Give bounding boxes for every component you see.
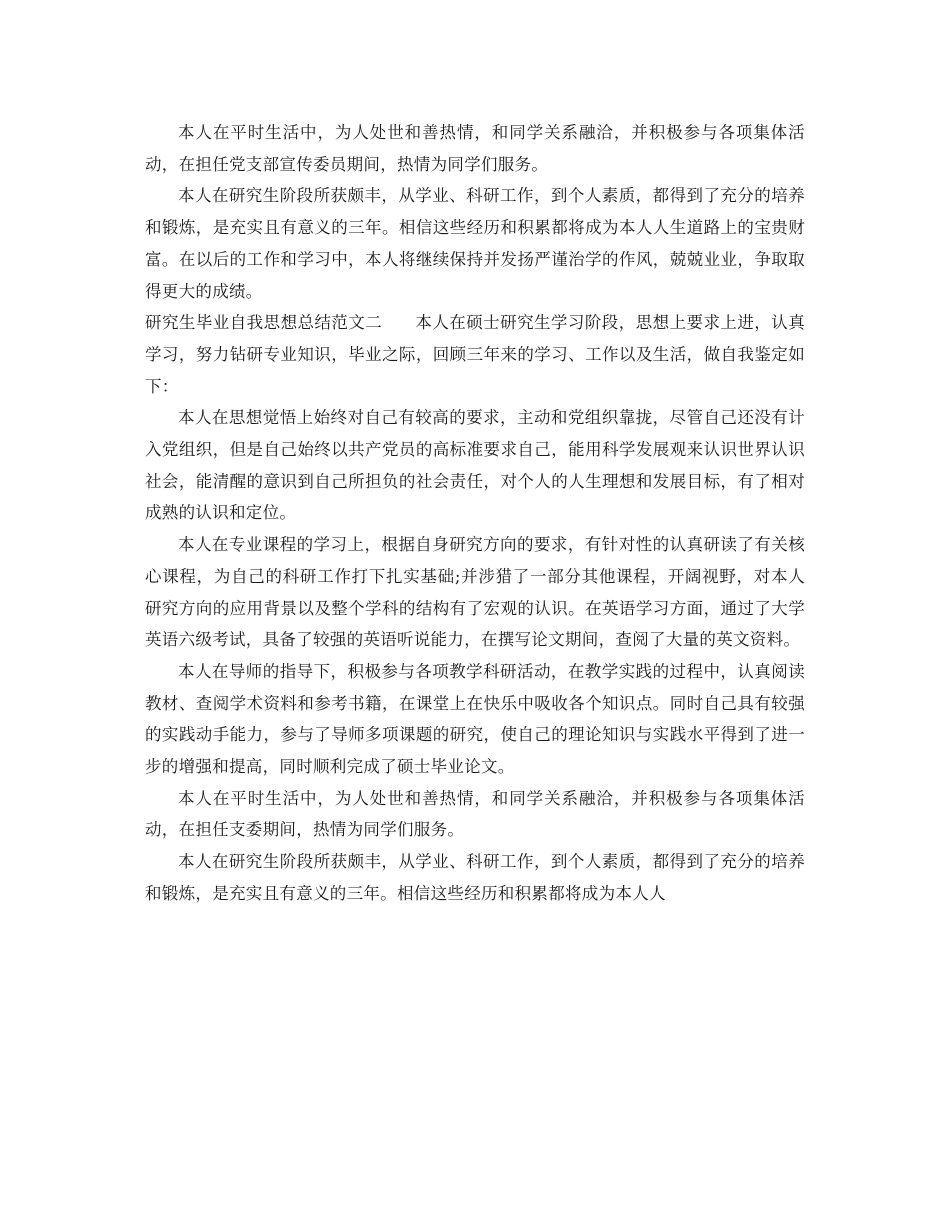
section-intro: 本人在硕士研究生学习阶段，思想上要求上进，认真学习，努力钻研专业知识，毕业之际，回顾三年来的学习、工作以及生活，做自我鉴定如下： [145, 313, 806, 396]
paragraph-coursework: 本人在专业课程的学习上，根据自身研究方向的要求，有针对性的认真研读了有关核心课程，为自己的科研工作打下扎实基础;并涉猎了一部分其他课程，开阔视野，对本人研究方向的应用背景以及整个学科的结构有了宏观的认识。在英语学习方面，通过了大学英语六级考试，具备了较强的英语听说能力，在撰写论文期间，查阅了大量的英文资料。 [145, 535, 805, 650]
paragraph-life: 本人在平时生活中，为人处世和善热情，和同学关系融洽，并积极参与各项集体活动，在担任党支部宣传委员期间，热情为同学们服务。 [145, 123, 805, 174]
paragraph-gains: 本人在研究生阶段所获颇丰，从学业、科研工作，到个人素质，都得到了充分的培养和锻炼，是充实且有意义的三年。相信这些经历和积累都将成为本人人 [145, 852, 805, 903]
paragraph-ideology: 本人在思想觉悟上始终对自己有较高的要求，主动和党组织靠拢，尽管自己还没有计入党组织，但是自己始终以共产党员的高标准要求自己，能用科学发展观来认识世界认识社会，能清醒的意识到自己所担负的社会责任，对个人的人生理想和发展目标，有了相对成熟的认识和定位。 [145, 408, 805, 523]
section-heading: 研究生毕业自我思想总结范文二 [145, 313, 383, 333]
paragraph-summary: 本人在研究生阶段所获颇丰，从学业、科研工作，到个人素质，都得到了充分的培养和锻炼，是充实且有意义的三年。相信这些经历和积累都将成为本人人生道路上的宝贵财富。在以后的工作和学习中，本人将继续保持并发扬严谨治学的作风，兢兢业业，争取取得更大的成绩。 [145, 186, 805, 301]
document-body [145, 117, 805, 910]
paragraph-daily-life: 本人在平时生活中，为人处世和善热情，和同学关系融洽，并积极参与各项集体活动，在担任支委期间，热情为同学们服务。 [145, 788, 805, 840]
paragraph-research: 本人在导师的指导下，积极参与各项教学科研活动，在教学实践的过程中，认真阅读教材、查阅学术资料和参考书籍，在课堂上在快乐中吸收各个知识点。同时自己具有较强的实践动手能力，参与了导师多项课题的研究，使自己的理论知识与实践水平得到了进一步的增强和提高，同时顺利完成了硕士毕业论文。 [145, 661, 805, 777]
section-paragraph [145, 307, 805, 402]
